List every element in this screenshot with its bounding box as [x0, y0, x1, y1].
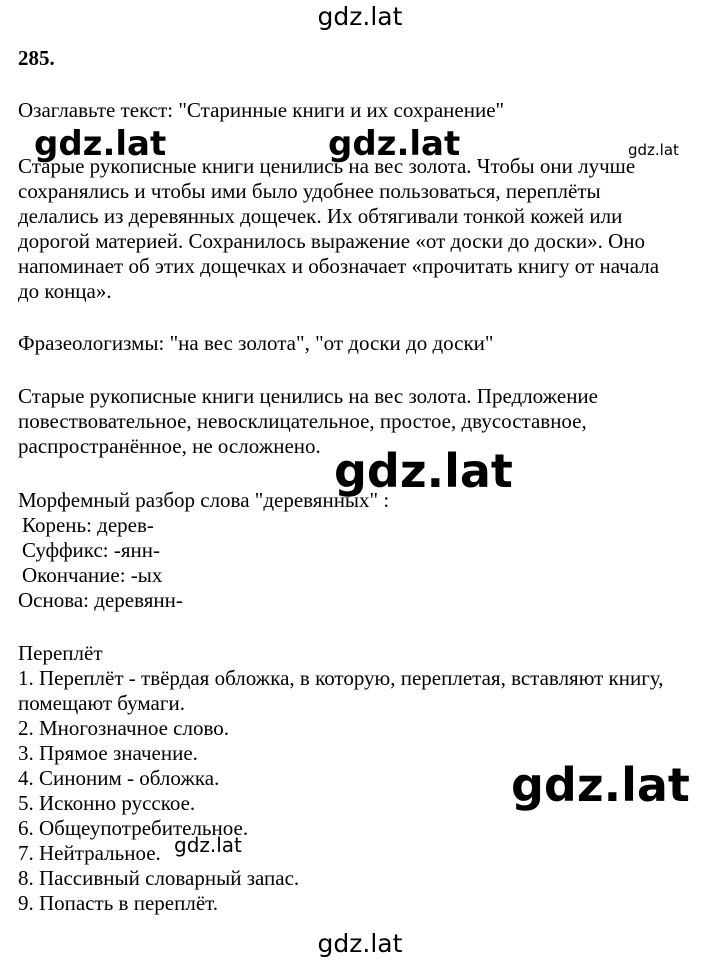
list-item: 6. Общеупотребительное.: [18, 816, 249, 840]
watermark: gdz.lat: [34, 124, 167, 164]
task-text: Озаглавьте текст: "Старинные книги и их сохранение": [18, 98, 505, 122]
list-item: 4. Синоним - обложка.: [18, 766, 220, 790]
watermark: gdz.lat: [174, 833, 242, 857]
watermark: gdz.lat: [334, 444, 513, 498]
text-line: напоминает об этих дощечках и обозначает «прочитать книгу от начала: [18, 254, 660, 278]
morpheme-heading: Морфемный разбор слова "деревянных" :: [18, 488, 390, 512]
analysis-line: повествовательное, невосклицательное, простое, двусоставное,: [18, 409, 587, 433]
list-item: 9. Попасть в переплёт.: [18, 891, 218, 915]
list-item: 1. Переплёт - твёрдая обложка, в которую, переплетая, вставляют книгу,: [18, 666, 664, 690]
list-item: 8. Пассивный словарный запас.: [18, 866, 300, 890]
list-item: 3. Прямое значение.: [18, 741, 198, 765]
watermark: gdz.lat: [511, 758, 690, 812]
list-item: 2. Многозначное слово.: [18, 716, 229, 740]
morpheme-suffix: Суффикс: -янн-: [22, 538, 160, 562]
morpheme-ending: Окончание: -ых: [22, 563, 163, 587]
text-line: делались из деревянных дощечек. Их обтягивали тонкой кожей или: [18, 204, 623, 228]
text-line: сохранялись и чтобы ими было удобнее пользоваться, переплёты: [18, 179, 601, 203]
main-text: [18, 154, 659, 304]
analysis-line: распространённое, не осложнено.: [18, 434, 321, 458]
phraseologisms: Фразеологизмы: "на вес золота", "от доски до доски": [18, 331, 494, 355]
text-line: до конца».: [18, 279, 112, 303]
text-line: дорогой материей. Сохранилось выражение «от доски до доски». Оно: [18, 229, 646, 253]
text-line: Старые рукописные книги ценились на вес золота. Чтобы они лучше: [18, 154, 636, 178]
watermark-top: gdz.lat: [317, 2, 403, 31]
watermark: gdz.lat: [328, 124, 461, 164]
list-item: 5. Исконно русское.: [18, 791, 196, 815]
exercise-number: 285.: [18, 46, 55, 70]
morpheme-root: Корень: дерев-: [22, 513, 154, 537]
word-heading: Переплёт: [18, 641, 103, 665]
list-item: помещают бумаги.: [18, 691, 185, 715]
analysis-line: Старые рукописные книги ценились на вес золота. Предложение: [18, 384, 598, 408]
morpheme-stem: Основа: деревянн-: [18, 588, 183, 612]
list-item: 7. Нейтральное.: [18, 841, 161, 865]
watermark-bottom: gdz.lat: [317, 929, 403, 958]
watermark: gdz.lat: [628, 141, 679, 159]
